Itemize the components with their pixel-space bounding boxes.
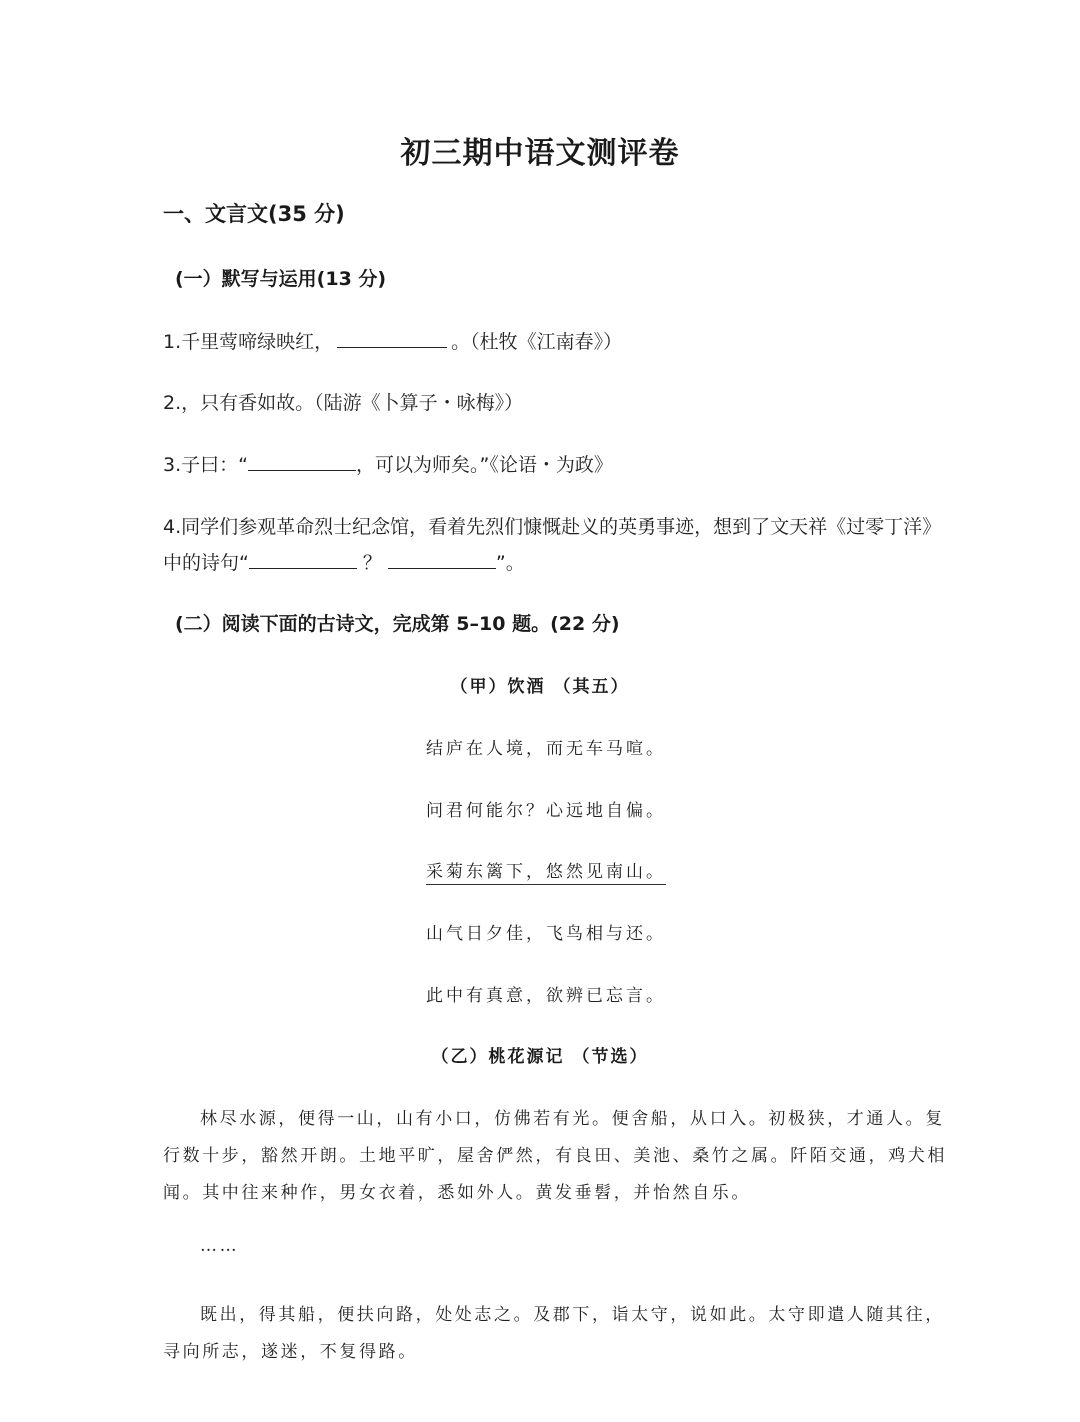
poem-title: （甲）饮酒 （其五）: [450, 677, 630, 697]
question-text: 。（杜牧《江南春》）: [451, 331, 623, 353]
poem-line: 问君何能尔？心远地自偏。: [426, 801, 666, 821]
poem-line: 此中有真意，欲辨已忘言。: [426, 986, 666, 1006]
question-4: [163, 512, 941, 539]
question-2: [163, 388, 523, 415]
ellipsis: ……: [200, 1236, 240, 1256]
prose-line: 林尽水源，便得一山，山有小口，仿佛若有光。便舍船，从口入。初极狭，才通人。复: [200, 1109, 945, 1129]
question-text: 3.子曰：“: [163, 454, 248, 476]
answer-blank: [337, 327, 447, 348]
underlined-text: 采菊东篱下，悠然见南山。: [426, 862, 666, 885]
question-text: ，可以为师矣。”《论语・为政》: [355, 454, 613, 476]
question-1: [163, 327, 622, 354]
prose-title: （乙）桃花源记 （节选）: [431, 1047, 649, 1067]
question-4-continued: [163, 548, 525, 575]
poem-line: 山气日夕佳，飞鸟相与还。: [426, 924, 666, 944]
section-heading: 一、文言文(35 分): [163, 202, 345, 226]
answer-blank: [388, 548, 496, 569]
part-heading: (二）阅读下面的古诗文，完成第 5–10 题。(22 分): [175, 613, 620, 635]
poem-line: 结庐在人境，而无车马喧。: [426, 739, 666, 759]
question-text: 2.，只有香如故。（陆游《卜算子・咏梅》）: [163, 392, 524, 414]
question-text: ？: [362, 552, 382, 574]
question-3: [163, 450, 613, 477]
prose-line: 行数十步，豁然开朗。土地平旷，屋舍俨然，有良田、美池、桑竹之属。阡陌交通，鸡犬相: [163, 1146, 947, 1166]
prose-line: 寻向所志，遂迷，不复得路。: [163, 1342, 418, 1362]
prose-line: 闻。其中往来种作，男女衣着，悉如外人。黄发垂髫，并怡然自乐。: [163, 1183, 751, 1203]
page-title: 初三期中语文测评卷: [400, 136, 680, 171]
question-text: 4.同学们参观革命烈士纪念馆，看着先烈们慷慨赴义的英勇事迹，想到了文天祥《过零丁洋》: [163, 516, 942, 538]
poem-line-underlined: [426, 857, 666, 882]
answer-blank: [248, 450, 356, 471]
prose-line: 既出，得其船，便扶向路，处处志之。及郡下，诣太守，说如此。太守即遣人随其往，: [200, 1305, 945, 1325]
question-text: ”。: [495, 552, 525, 574]
question-text: 中的诗句“: [163, 552, 249, 574]
part-heading: (一）默写与运用(13 分): [175, 268, 387, 290]
answer-blank: [249, 548, 357, 569]
question-text: 1.千里莺啼绿映红，: [163, 331, 334, 353]
